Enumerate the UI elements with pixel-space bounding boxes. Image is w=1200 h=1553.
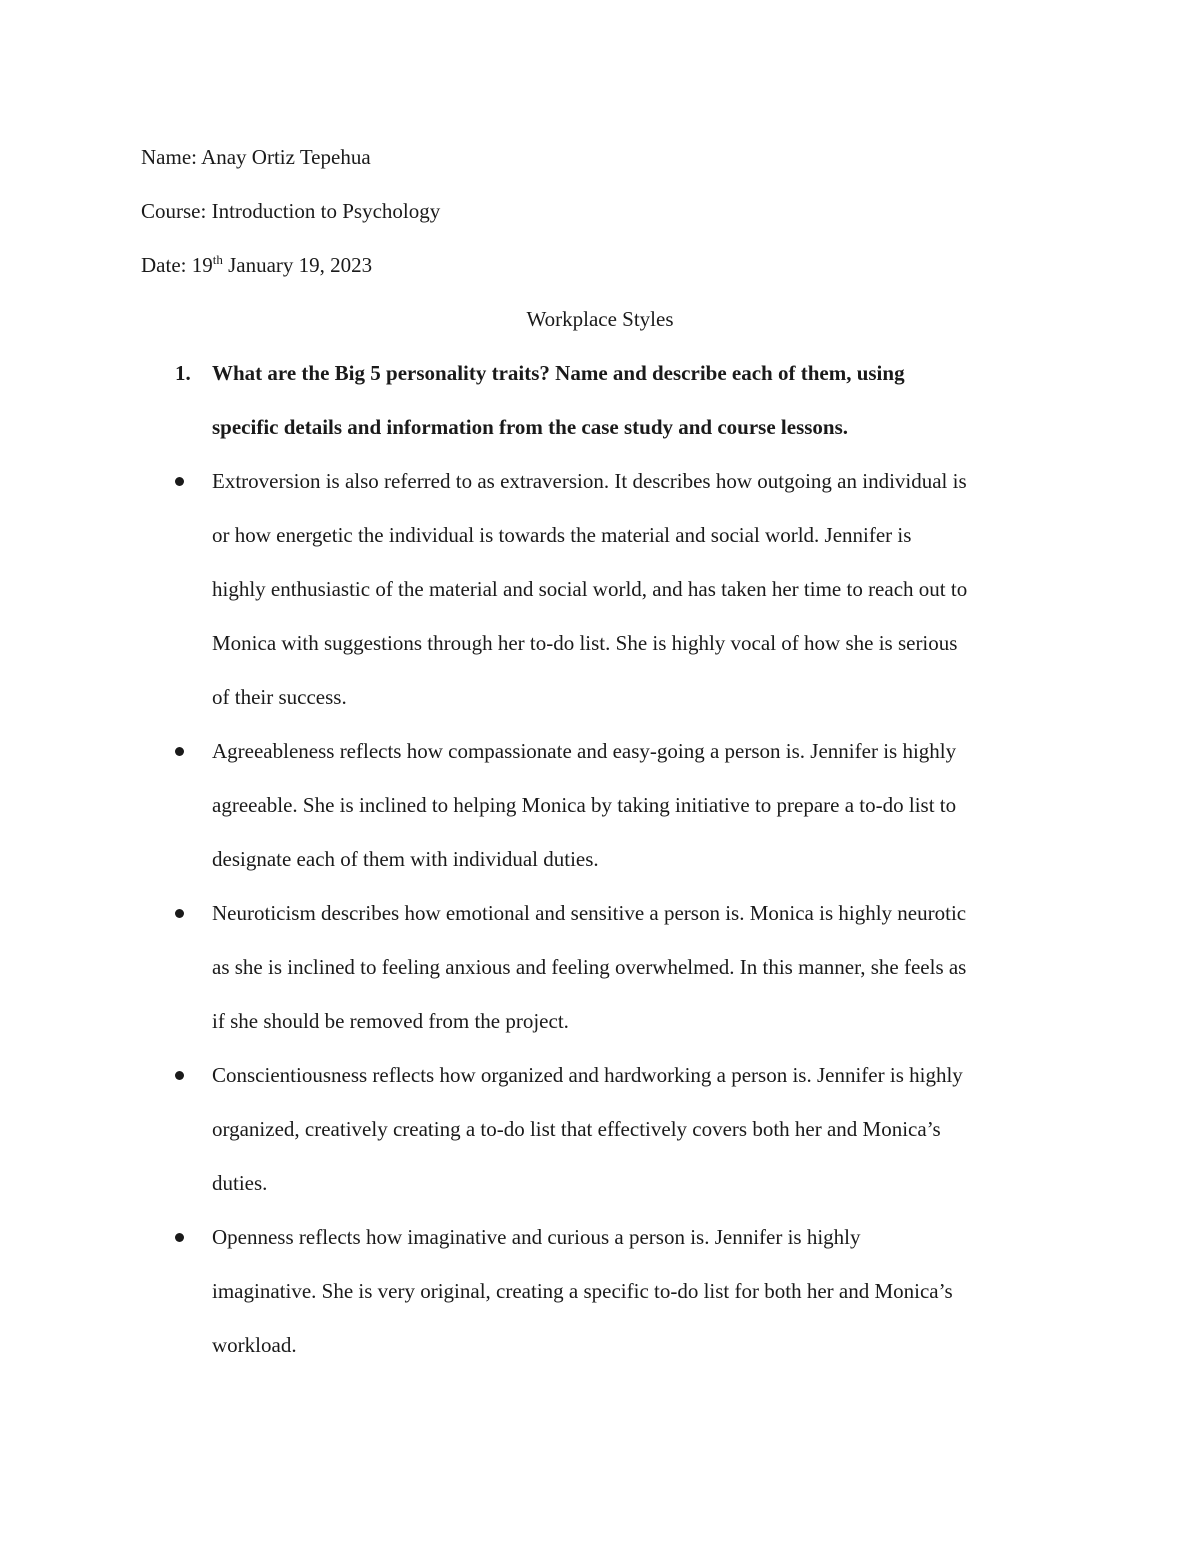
bullet-line: Agreeableness reflects how compassionate and easy-going a person is. Jennifer is highly [212, 739, 957, 763]
date-line [141, 252, 373, 277]
bullet-line: Conscientiousness reflects how organized and hardworking a person is. Jennifer is highly [212, 1063, 963, 1087]
bullet-line: as she is inclined to feeling anxious and feeling overwhelmed. In this manner, she feels as [212, 955, 967, 979]
bullet-line: highly enthusiastic of the material and social world, and has taken her time to reach out to [212, 577, 968, 601]
bullet-line: organized, creatively creating a to-do list that effectively covers both her and Monica’s [212, 1117, 941, 1141]
bullet-icon [175, 1233, 184, 1242]
bullet-line: imaginative. She is very original, creating a specific to-do list for both her and Monica’s [212, 1279, 953, 1303]
bullet-line: agreeable. She is inclined to helping Monica by taking initiative to prepare a to-do list to [212, 793, 957, 817]
bullet-line: of their success. [212, 685, 347, 709]
name-line: Name: Anay Ortiz Tepehua [141, 145, 371, 169]
question-number: 1. [175, 361, 191, 385]
bullet-line: designate each of them with individual duties. [212, 847, 599, 871]
bullet-line: Extroversion is also referred to as extraversion. It describes how outgoing an individual is [212, 469, 967, 493]
question-line: What are the Big 5 personality traits? Name and describe each of them, using [212, 361, 905, 385]
bullet-line: workload. [212, 1333, 297, 1357]
bullet-line: duties. [212, 1171, 268, 1195]
bullet-icon [175, 909, 184, 918]
bullet-line: or how energetic the individual is towards the material and social world. Jennifer is [212, 523, 912, 547]
document-title: Workplace Styles [526, 307, 674, 331]
bullet-line: if she should be removed from the project. [212, 1009, 569, 1033]
date-prefix: Date: 19 [141, 253, 213, 277]
course-line: Course: Introduction to Psychology [141, 199, 441, 223]
bullet-line: Neuroticism describes how emotional and sensitive a person is. Monica is highly neurotic [212, 901, 967, 925]
bullet-line: Monica with suggestions through her to-do list. She is highly vocal of how she is serious [212, 631, 958, 655]
bullet-line: Openness reflects how imaginative and curious a person is. Jennifer is highly [212, 1225, 861, 1249]
question-line: specific details and information from the case study and course lessons. [212, 415, 849, 439]
date-superscript: th [212, 252, 223, 267]
bullet-icon [175, 1071, 184, 1080]
date-suffix: January 19, 2023 [222, 253, 373, 277]
bullet-icon [175, 747, 184, 756]
bullet-icon [175, 477, 184, 486]
